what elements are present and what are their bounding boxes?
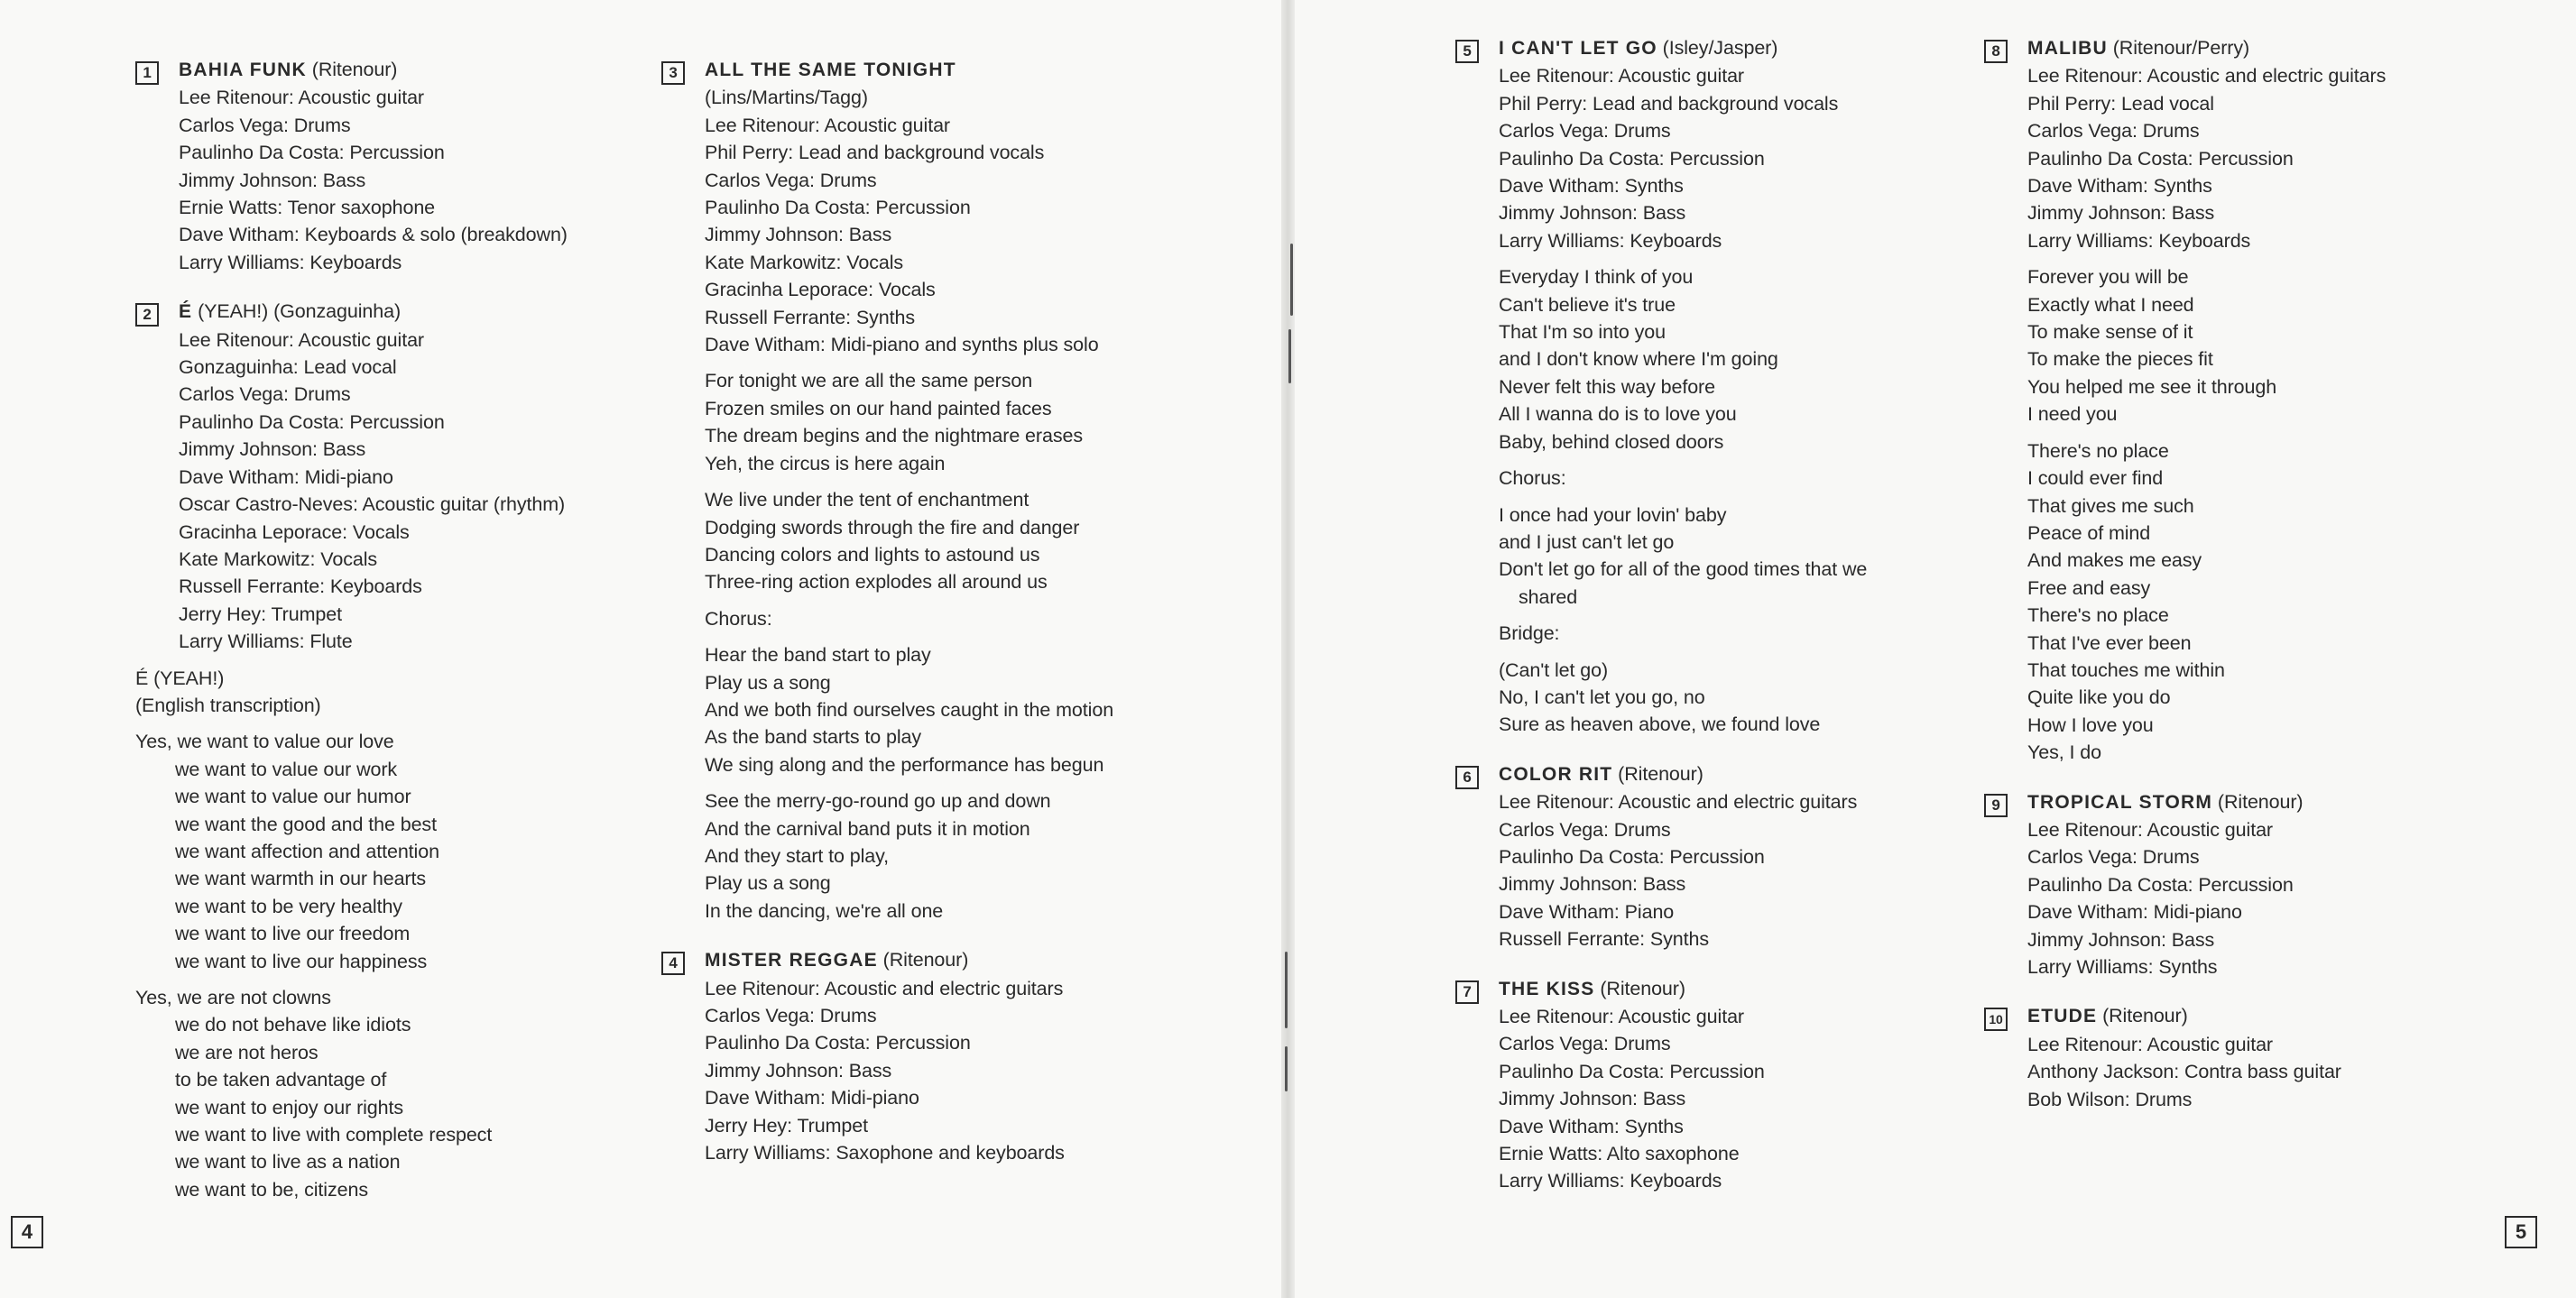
text-line: Lee Ritenour: Acoustic guitar <box>2027 818 2273 841</box>
text-line: Paulinho Da Costa: Percussion <box>1499 1060 1765 1082</box>
page-number-right: 5 <box>2505 1216 2537 1248</box>
track-composer: (Ritenour) <box>311 59 398 80</box>
text-line: Oscar Castro-Neves: Acoustic guitar (rhythm) <box>179 493 566 516</box>
track-title: TROPICAL STORM <box>2027 791 2213 813</box>
text-line: Jimmy Johnson: Bass <box>1499 202 1686 225</box>
track-number: 9 <box>1984 794 2008 817</box>
text-line: Paulinho Da Costa: Percussion <box>179 410 445 433</box>
lyric-line: Dancing colors and lights to astound us <box>705 543 1040 566</box>
text-line: we want to value our humor <box>175 786 411 808</box>
text-line: we want to live our freedom <box>175 923 411 945</box>
text-line: Dave Witham: Midi-piano <box>179 465 393 488</box>
lyric-line: Yes, I do <box>2027 741 2101 764</box>
track-composer: (YEAH!) (Gonzaguinha) <box>198 300 402 323</box>
text-line: Carlos Vega: Drums <box>1499 120 1671 143</box>
track-composer: (Ritenour) <box>1600 977 1685 999</box>
track-title: MALIBU <box>2027 38 2108 59</box>
text-line: we want the good and the best <box>175 813 437 835</box>
lyrics-stanza <box>2027 437 2489 767</box>
track-credits <box>2027 1031 2489 1113</box>
lyric-line: Never felt this way before <box>1499 375 1715 398</box>
text-line: Carlos Vega: Drums <box>705 169 877 191</box>
track-lyrics <box>1499 263 1961 739</box>
column-1 <box>135 56 641 1225</box>
track-credits <box>1499 62 1961 254</box>
track-composer: (Ritenour) <box>882 949 969 971</box>
track-title: ETUDE <box>2027 1006 2098 1027</box>
text-line: Dave Witham: Midi-piano <box>2027 901 2242 924</box>
track-5 <box>1455 34 1961 739</box>
track-1 <box>135 56 641 276</box>
text-line: Yes, we are not clowns <box>135 987 331 1008</box>
lyrics-stanza <box>705 787 1167 925</box>
text-line: Jimmy Johnson: Bass <box>1499 1088 1686 1110</box>
lyric-line: Exactly what I need <box>2027 293 2194 316</box>
text-line: we are not heros <box>175 1041 319 1063</box>
text-line: Paulinho Da Costa: Percussion <box>1499 147 1765 170</box>
text-line: we want affection and attention <box>175 840 439 862</box>
lyric-line: To make the pieces fit <box>2027 348 2213 371</box>
text-line: Paulinho Da Costa: Percussion <box>179 142 445 164</box>
track-title: MISTER REGGAE <box>705 950 878 971</box>
text-line: Lee Ritenour: Acoustic and electric guitars <box>705 977 1064 999</box>
text-line: Carlos Vega: Drums <box>1499 1033 1671 1055</box>
text-line: Jerry Hey: Trumpet <box>705 1114 868 1137</box>
text-line: Dave Witham: Piano <box>1499 900 1675 923</box>
lyric-line: How I love you <box>2027 713 2154 736</box>
lyric-line: Dodging swords through the fire and danger <box>705 516 1080 539</box>
text-line: Lee Ritenour: Acoustic guitar <box>179 328 424 351</box>
text-line: we want to enjoy our rights <box>175 1096 404 1118</box>
lyric-line: That gives me such <box>2027 494 2194 517</box>
column-2 <box>661 56 1167 1188</box>
lyrics-stanza <box>705 605 1167 632</box>
lyric-line: Chorus: <box>705 607 772 630</box>
text-line: we want to be, citizens <box>175 1178 369 1201</box>
lyric-line: Everyday I think of you <box>1499 266 1694 289</box>
text-line: Anthony Jackson: Contra bass guitar <box>2027 1061 2341 1083</box>
text-line: Lee Ritenour: Acoustic guitar <box>1499 1006 1744 1027</box>
lyric-line: That touches me within <box>2027 658 2225 681</box>
lyric-line: Don't let go for all of the good times that we <box>1499 558 1868 581</box>
text-line: Carlos Vega: Drums <box>179 383 351 406</box>
text-line: Larry Williams: Synths <box>2027 956 2218 978</box>
text-line: Dave Witham: Midi-piano <box>705 1087 919 1109</box>
lyric-line: Play us a song <box>705 671 831 694</box>
lyrics-stanza <box>1499 502 1961 612</box>
text-line: Larry Williams: Keyboards <box>1499 1170 1722 1192</box>
text-line: Russell Ferrante: Synths <box>1499 928 1709 951</box>
text-line: Dave Witham: Synths <box>1499 175 1684 198</box>
lyric-line: And the carnival band puts it in motion <box>705 817 1030 840</box>
track-composer: (Isley/Jasper) <box>1662 37 1778 59</box>
track-number: 8 <box>1984 40 2008 63</box>
text-line: Larry Williams: Flute <box>179 631 353 653</box>
text-line: we want warmth in our hearts <box>175 868 427 890</box>
staple-mark <box>1288 329 1291 383</box>
track-title: É <box>179 301 193 323</box>
track-number: 5 <box>1455 40 1479 63</box>
track-number: 4 <box>661 952 685 975</box>
lyric-line: As the band starts to play <box>705 726 922 749</box>
lyrics-verse <box>135 984 641 1203</box>
track-credits <box>179 84 641 276</box>
column-4 <box>1984 34 2489 1135</box>
text-line: Dave Witham: Synths <box>1499 1115 1684 1137</box>
lyric-line: Forever you will be <box>2027 266 2189 289</box>
lyric-line: Can't believe it's true <box>1499 293 1676 316</box>
text-line: Gracinha Leporace: Vocals <box>705 279 936 301</box>
text-line: Paulinho Da Costa: Percussion <box>705 1032 971 1054</box>
text-line: Larry Williams: Keyboards <box>1499 229 1722 252</box>
track-title: COLOR RIT <box>1499 763 1613 785</box>
track-number: 7 <box>1455 980 1479 1004</box>
lyric-line: Baby, behind closed doors <box>1499 430 1724 453</box>
text-line: Dave Witham: Keyboards & solo (breakdown) <box>179 224 568 246</box>
lyric-line: Frozen smiles on our hand painted faces <box>705 397 1052 419</box>
text-line: we want to live our happiness <box>175 950 428 972</box>
lyric-line: Bridge: <box>1499 622 1560 645</box>
track-lyrics <box>705 367 1167 925</box>
text-line: Phil Perry: Lead vocal <box>2027 92 2214 115</box>
text-line: Yes, we want to value our love <box>135 731 394 753</box>
track-credits <box>179 327 641 656</box>
track-title: THE KISS <box>1499 978 1595 999</box>
text-line: Jimmy Johnson: Bass <box>179 438 366 461</box>
track-credits <box>2027 816 2489 980</box>
lyric-line: All I wanna do is to love you <box>1499 403 1737 426</box>
track-title: BAHIA FUNK <box>179 60 307 80</box>
text-line: to be taken advantage of <box>175 1069 387 1091</box>
column-3 <box>1455 34 1961 1217</box>
track-lyrics <box>2027 263 2489 766</box>
lyric-line: I need you <box>2027 403 2118 426</box>
lyric-line: There's no place <box>2027 604 2169 627</box>
text-line: Russell Ferrante: Synths <box>705 306 915 328</box>
track-composer: (Ritenour/Perry) <box>2112 37 2250 59</box>
lyrics-stanza <box>705 486 1167 596</box>
track-number: 10 <box>1984 1008 2008 1031</box>
track-composer: (Ritenour) <box>2102 1005 2188 1027</box>
text-line: (English transcription) <box>135 694 321 716</box>
lyrics-verse <box>135 728 641 975</box>
text-line: Ernie Watts: Alto saxophone <box>1499 1143 1740 1165</box>
lyric-line: The dream begins and the nightmare erases <box>705 425 1083 447</box>
text-line: Carlos Vega: Drums <box>2027 846 2200 869</box>
text-line: Jimmy Johnson: Bass <box>705 224 892 246</box>
text-line: Phil Perry: Lead and background vocals <box>705 142 1045 164</box>
text-line: Jerry Hey: Trumpet <box>179 603 342 625</box>
lyric-line: I once had your lovin' baby <box>1499 503 1727 526</box>
text-line: Paulinho Da Costa: Percussion <box>1499 845 1765 868</box>
text-line: Lee Ritenour: Acoustic guitar <box>2027 1033 2273 1055</box>
text-line: Carlos Vega: Drums <box>2027 120 2200 143</box>
text-line: Lee Ritenour: Acoustic and electric guitars <box>2027 65 2387 87</box>
text-line: we want to value our work <box>175 758 398 780</box>
lyric-line: And makes me easy <box>2027 549 2202 572</box>
lyric-line: and I just can't let go <box>1499 530 1675 553</box>
text-line: Ernie Watts: Tenor saxophone <box>179 197 436 219</box>
track-6 <box>1455 760 1961 953</box>
track-number: 2 <box>135 303 159 327</box>
track-7 <box>1455 975 1961 1195</box>
lyrics-stanza <box>1499 465 1961 492</box>
lyrics-stanza <box>1499 657 1961 739</box>
track-composer: (Ritenour) <box>2217 790 2304 813</box>
text-line: Gonzaguinha: Lead vocal <box>179 356 397 379</box>
text-line: Jimmy Johnson: Bass <box>2027 928 2215 951</box>
lyric-line: There's no place <box>2027 439 2169 462</box>
text-line: Lee Ritenour: Acoustic guitar <box>1499 65 1744 87</box>
lyric-line: Chorus: <box>1499 467 1566 490</box>
lyric-line: Free and easy <box>2027 576 2151 599</box>
text-line: Carlos Vega: Drums <box>179 114 351 136</box>
text-line: Gracinha Leporace: Vocals <box>179 520 410 543</box>
lyric-line: You helped me see it through <box>2027 375 2277 398</box>
track-credits <box>1499 1003 1961 1195</box>
text-line: Larry Williams: Keyboards <box>2027 229 2251 252</box>
lyric-line: That I've ever been <box>2027 631 2192 654</box>
track-title: I CAN'T LET GO <box>1499 38 1657 59</box>
lyric-line: Quite like you do <box>2027 686 2171 709</box>
track-2 <box>135 298 641 1203</box>
text-line: Russell Ferrante: Keyboards <box>179 575 422 598</box>
track-8 <box>1984 34 2489 767</box>
text-line: we do not behave like idiots <box>175 1014 411 1036</box>
track-composer: (Ritenour) <box>1618 762 1703 785</box>
lyric-line: Yeh, the circus is here again <box>705 452 946 474</box>
track-9 <box>1984 788 2489 981</box>
track-4 <box>661 946 1167 1166</box>
text-line: Lee Ritenour: Acoustic guitar <box>179 87 424 109</box>
text-line: Kate Markowitz: Vocals <box>179 548 378 570</box>
text-line: Kate Markowitz: Vocals <box>705 251 904 273</box>
lyrics-stanza <box>705 641 1167 778</box>
lyric-line: Hear the band start to play <box>705 644 931 667</box>
text-line: Bob Wilson: Drums <box>2027 1088 2193 1110</box>
track-credits <box>705 112 1167 359</box>
text-line: Carlos Vega: Drums <box>705 1005 877 1026</box>
booklet-spine <box>1281 0 1295 1298</box>
lyrics-stanza <box>1499 263 1961 456</box>
lyric-line: That I'm so into you <box>1499 321 1666 344</box>
lyric-line: Three-ring action explodes all around us <box>705 571 1048 594</box>
lyric-line: We sing along and the performance has begun <box>705 753 1104 776</box>
staple-mark <box>1285 952 1288 1028</box>
text-line: Larry Williams: Keyboards <box>179 251 402 273</box>
text-line: Jimmy Johnson: Bass <box>1499 873 1686 896</box>
text-line: Paulinho Da Costa: Percussion <box>705 197 971 219</box>
lyric-line: And they start to play, <box>705 844 890 867</box>
lyric-line: No, I can't let you go, no <box>1499 686 1705 708</box>
text-line: Dave Witham: Midi-piano and synths plus solo <box>705 334 1099 356</box>
track-number: 3 <box>661 61 685 85</box>
text-line: Lee Ritenour: Acoustic guitar <box>705 114 950 136</box>
track-credits <box>1499 788 1961 953</box>
lyric-line: See the merry-go-round go up and down <box>705 790 1051 813</box>
text-line: we want to be very healthy <box>175 895 402 917</box>
lyric-line: For tonight we are all the same person <box>705 370 1033 392</box>
lyric-line: To make sense of it <box>2027 321 2193 344</box>
text-line: Paulinho Da Costa: Percussion <box>2027 147 2294 170</box>
track-10 <box>1984 1002 2489 1113</box>
lyrics-stanza <box>1499 620 1961 647</box>
track-credits <box>705 975 1167 1167</box>
text-line: Carlos Vega: Drums <box>1499 818 1671 841</box>
text-line: Lee Ritenour: Acoustic and electric guitars <box>1499 791 1858 814</box>
text-line: Jimmy Johnson: Bass <box>2027 202 2215 225</box>
text-line: Larry Williams: Saxophone and keyboards <box>705 1142 1065 1165</box>
lyric-line: We live under the tent of enchantment <box>705 489 1029 511</box>
text-line: we want to live with complete respect <box>175 1124 493 1146</box>
staple-mark <box>1285 1046 1288 1091</box>
lyric-line: shared <box>1519 585 1578 608</box>
track-credits <box>2027 62 2489 254</box>
staple-mark <box>1290 244 1293 316</box>
track-number: 6 <box>1455 766 1479 789</box>
lyrics-stanza <box>705 367 1167 477</box>
lyric-line: And we both find ourselves caught in the motion <box>705 698 1114 721</box>
lyric-line: (Can't let go) <box>1499 658 1609 681</box>
lyric-line: Sure as heaven above, we found love <box>1499 713 1821 736</box>
text-line: Jimmy Johnson: Bass <box>179 169 366 191</box>
lyric-line: Play us a song <box>705 872 831 895</box>
track-number: 1 <box>135 61 159 85</box>
text-line: we want to live as a nation <box>175 1151 401 1174</box>
text-line: É (YEAH!) <box>135 667 225 689</box>
transcription-heading <box>135 665 641 720</box>
track-title: ALL THE SAME TONIGHT <box>705 60 956 80</box>
lyric-line: Peace of mind <box>2027 521 2151 544</box>
track-composer: (Lins/Martins/Tagg) <box>705 87 868 109</box>
page-number-left: 4 <box>11 1216 43 1248</box>
lyrics-stanza <box>2027 263 2489 428</box>
text-line: Jimmy Johnson: Bass <box>705 1059 892 1082</box>
text-line: Paulinho Da Costa: Percussion <box>2027 873 2294 896</box>
lyric-line: and I don't know where I'm going <box>1499 348 1778 371</box>
lyric-line: In the dancing, we're all one <box>705 899 944 922</box>
lyric-line: I could ever find <box>2027 467 2164 490</box>
text-line: Phil Perry: Lead and background vocals <box>1499 92 1839 115</box>
track-3 <box>661 56 1167 925</box>
text-line: Dave Witham: Synths <box>2027 175 2212 198</box>
